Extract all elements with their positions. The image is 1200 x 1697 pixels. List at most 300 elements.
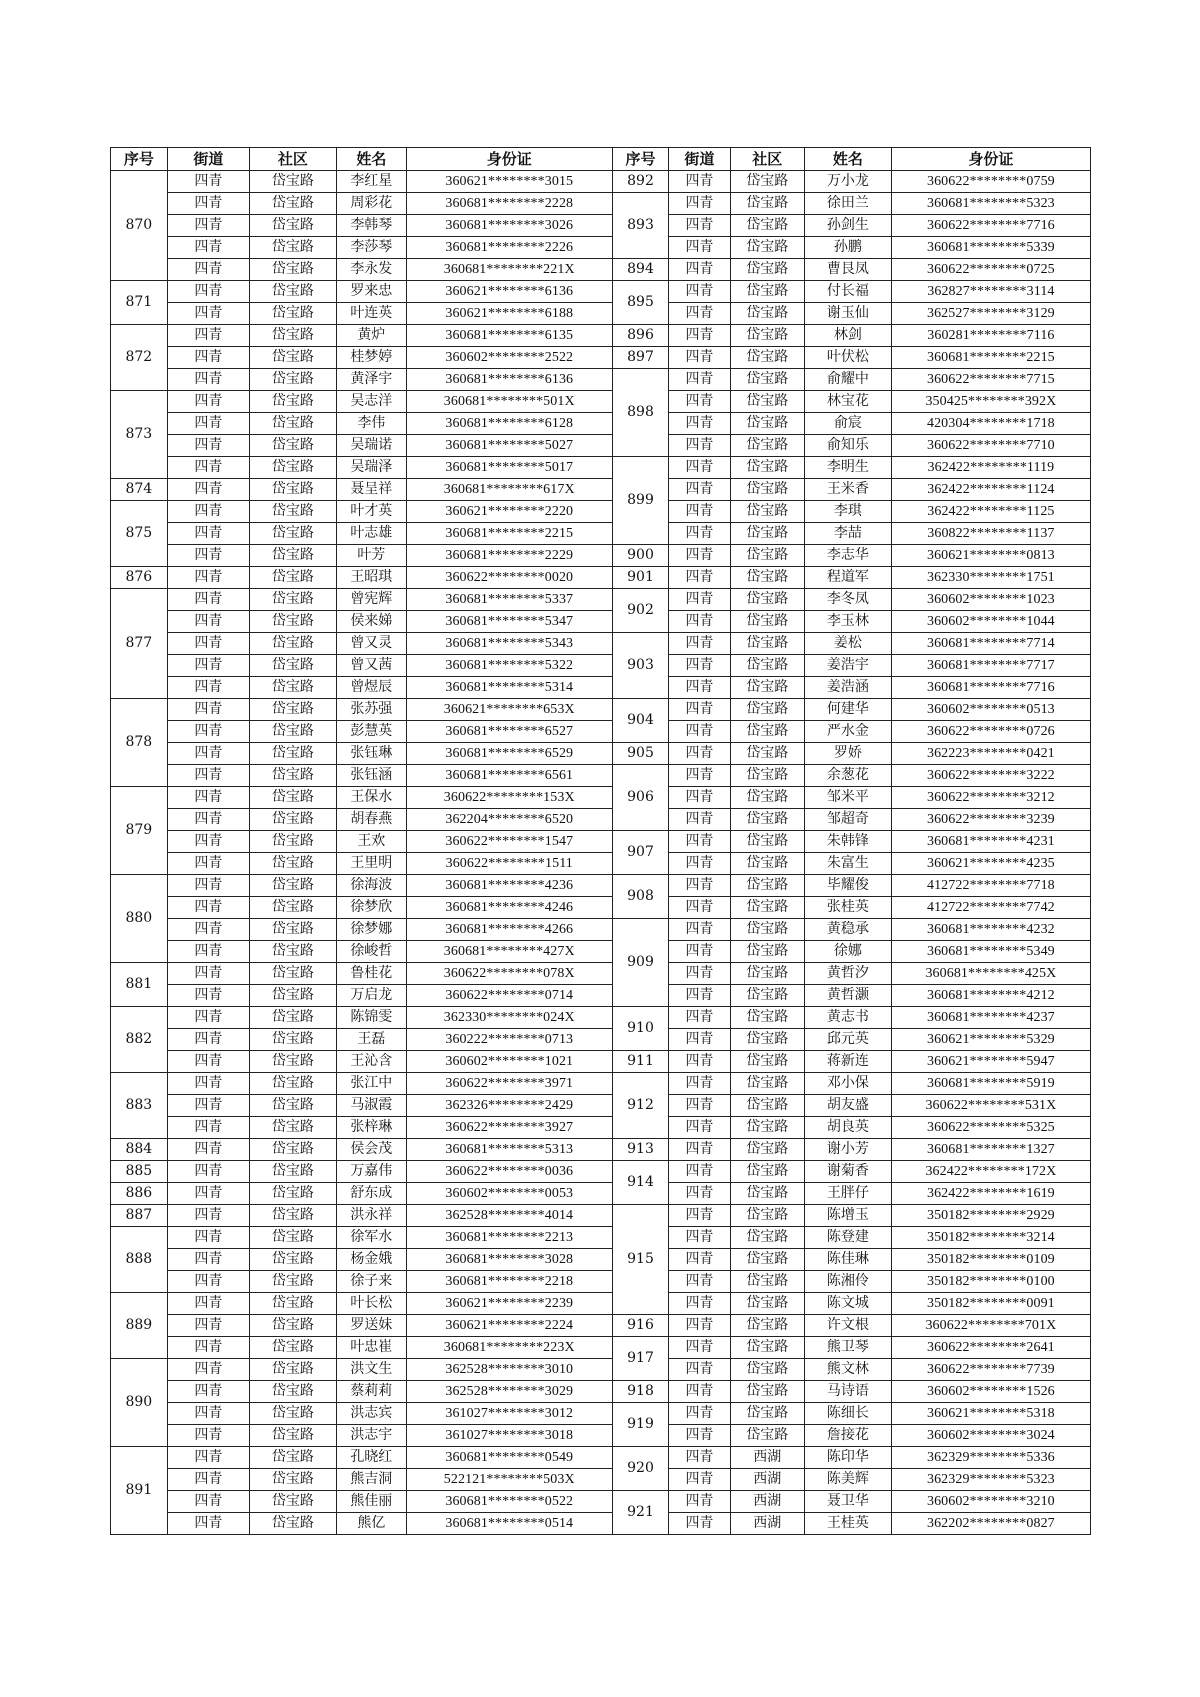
name-cell: 徐梦娜 (336, 919, 406, 941)
street-cell: 四青 (167, 853, 249, 875)
street-cell: 四青 (167, 897, 249, 919)
seq-number-cell: 879 (111, 787, 168, 875)
street-cell: 四青 (167, 347, 249, 369)
name-cell: 彭慧英 (336, 721, 406, 743)
name-cell: 吴瑞泽 (336, 457, 406, 479)
id-cell: 360681********6135 (406, 325, 612, 347)
name-cell: 李冬凤 (805, 589, 892, 611)
table-row (111, 677, 1091, 699)
name-cell: 李喆 (805, 523, 892, 545)
id-cell: 360681********7716 (891, 677, 1090, 699)
street-cell: 四青 (167, 1161, 249, 1183)
id-cell: 360681********425X (891, 963, 1090, 985)
community-cell: 岱宝路 (250, 1117, 337, 1139)
id-cell: 360621********2239 (406, 1293, 612, 1315)
table-row (111, 171, 1091, 193)
table-row (111, 413, 1091, 435)
id-cell: 360681********617X (406, 479, 612, 501)
seq-number-cell: 885 (111, 1161, 168, 1183)
street-cell: 四青 (167, 1007, 249, 1029)
community-cell: 岱宝路 (730, 985, 805, 1007)
street-cell: 四青 (669, 985, 730, 1007)
seq-number-cell: 887 (111, 1205, 168, 1227)
street-cell: 四青 (167, 985, 249, 1007)
name-cell: 王保水 (336, 787, 406, 809)
community-cell: 岱宝路 (730, 523, 805, 545)
table-row (111, 1447, 1091, 1469)
community-cell: 岱宝路 (730, 1117, 805, 1139)
street-cell: 四青 (167, 545, 249, 567)
id-cell: 362223********0421 (891, 743, 1090, 765)
community-cell: 岱宝路 (250, 479, 337, 501)
street-cell: 四青 (669, 545, 730, 567)
name-cell: 李伟 (336, 413, 406, 435)
table-row (111, 1227, 1091, 1249)
name-cell: 曾煜辰 (336, 677, 406, 699)
community-cell: 岱宝路 (730, 1337, 805, 1359)
street-cell: 四青 (669, 171, 730, 193)
id-cell: 360681********4237 (891, 1007, 1090, 1029)
name-cell: 姜浩宇 (805, 655, 892, 677)
name-cell: 余葱花 (805, 765, 892, 787)
name-cell: 王欢 (336, 831, 406, 853)
id-cell: 360622********7710 (891, 435, 1090, 457)
table-row (111, 281, 1091, 303)
name-cell: 黄泽宇 (336, 369, 406, 391)
header-street-right: 街道 (669, 148, 730, 171)
community-cell: 岱宝路 (250, 1249, 337, 1271)
table-row (111, 699, 1091, 721)
community-cell: 岱宝路 (730, 1183, 805, 1205)
street-cell: 四青 (167, 1117, 249, 1139)
community-cell: 岱宝路 (250, 875, 337, 897)
name-cell: 李永发 (336, 259, 406, 281)
seq-number-cell: 882 (111, 1007, 168, 1073)
street-cell: 四青 (669, 611, 730, 633)
community-cell: 岱宝路 (730, 655, 805, 677)
community-cell: 岱宝路 (730, 171, 805, 193)
street-cell: 四青 (167, 1271, 249, 1293)
table-row (111, 941, 1091, 963)
community-cell: 岱宝路 (730, 875, 805, 897)
street-cell: 四青 (167, 1249, 249, 1271)
name-cell: 黄志书 (805, 1007, 892, 1029)
id-cell: 360681********427X (406, 941, 612, 963)
id-cell: 360681********6561 (406, 765, 612, 787)
community-cell: 岱宝路 (730, 1073, 805, 1095)
name-cell: 徐梦欣 (336, 897, 406, 919)
community-cell: 岱宝路 (730, 1359, 805, 1381)
seq-number-cell: 907 (612, 831, 669, 875)
community-cell: 岱宝路 (730, 1051, 805, 1073)
id-cell: 360622********3927 (406, 1117, 612, 1139)
street-cell: 四青 (669, 699, 730, 721)
seq-number-cell: 920 (612, 1447, 669, 1491)
street-cell: 四青 (669, 325, 730, 347)
community-cell: 岱宝路 (250, 1447, 337, 1469)
table-row (111, 479, 1091, 501)
id-cell: 360681********2215 (891, 347, 1090, 369)
id-cell: 412722********7718 (891, 875, 1090, 897)
name-cell: 孙鹏 (805, 237, 892, 259)
id-cell: 360602********1023 (891, 589, 1090, 611)
id-cell: 360681********0522 (406, 1491, 612, 1513)
seq-number-cell: 898 (612, 369, 669, 457)
street-cell: 四青 (167, 435, 249, 457)
id-cell: 360622********7739 (891, 1359, 1090, 1381)
street-cell: 四青 (669, 831, 730, 853)
id-cell: 360622********0759 (891, 171, 1090, 193)
community-cell: 岱宝路 (730, 567, 805, 589)
street-cell: 四青 (669, 1227, 730, 1249)
street-cell: 四青 (167, 1359, 249, 1381)
table-row (111, 853, 1091, 875)
name-cell: 邓小保 (805, 1073, 892, 1095)
table-row (111, 1249, 1091, 1271)
community-cell: 岱宝路 (730, 369, 805, 391)
id-cell: 360622********0036 (406, 1161, 612, 1183)
community-cell: 岱宝路 (730, 1205, 805, 1227)
name-cell: 李红星 (336, 171, 406, 193)
id-cell: 350182********0091 (891, 1293, 1090, 1315)
header-name-right: 姓名 (805, 148, 892, 171)
id-cell: 360681********7717 (891, 655, 1090, 677)
community-cell: 岱宝路 (730, 1227, 805, 1249)
name-cell: 叶伏松 (805, 347, 892, 369)
community-cell: 岱宝路 (250, 1293, 337, 1315)
street-cell: 四青 (669, 743, 730, 765)
name-cell: 林剑 (805, 325, 892, 347)
name-cell: 胡友盛 (805, 1095, 892, 1117)
name-cell: 罗来忠 (336, 281, 406, 303)
id-cell: 360681********2229 (406, 545, 612, 567)
street-cell: 四青 (669, 193, 730, 215)
community-cell: 岱宝路 (730, 1095, 805, 1117)
id-cell: 360602********3210 (891, 1491, 1090, 1513)
table-row (111, 1359, 1091, 1381)
seq-number-cell: 911 (612, 1051, 669, 1073)
name-cell: 叶长松 (336, 1293, 406, 1315)
table-row (111, 1095, 1091, 1117)
street-cell: 四青 (669, 875, 730, 897)
community-cell: 岱宝路 (250, 1315, 337, 1337)
name-cell: 邹米平 (805, 787, 892, 809)
id-cell: 360681********3026 (406, 215, 612, 237)
street-cell: 四青 (669, 919, 730, 941)
table-row (111, 1183, 1091, 1205)
id-cell: 360602********0513 (891, 699, 1090, 721)
street-cell: 四青 (167, 1447, 249, 1469)
id-cell: 350182********0100 (891, 1271, 1090, 1293)
id-cell: 362527********3129 (891, 303, 1090, 325)
table-row (111, 831, 1091, 853)
street-cell: 四青 (167, 1469, 249, 1491)
table-row (111, 809, 1091, 831)
name-cell: 张钰琳 (336, 743, 406, 765)
table-row (111, 435, 1091, 457)
name-cell: 林宝花 (805, 391, 892, 413)
street-cell: 四青 (669, 765, 730, 787)
id-cell: 360621********3015 (406, 171, 612, 193)
header-id-left: 身份证 (406, 148, 612, 171)
id-cell: 350425********392X (891, 391, 1090, 413)
table-row (111, 1469, 1091, 1491)
street-cell: 四青 (167, 589, 249, 611)
seq-number-cell: 884 (111, 1139, 168, 1161)
community-cell: 岱宝路 (250, 853, 337, 875)
street-cell: 四青 (167, 831, 249, 853)
name-cell: 徐海波 (336, 875, 406, 897)
table-row (111, 523, 1091, 545)
table-row (111, 347, 1091, 369)
name-cell: 万小龙 (805, 171, 892, 193)
id-cell: 360681********4246 (406, 897, 612, 919)
seq-number-cell: 909 (612, 919, 669, 1007)
id-cell: 360602********1526 (891, 1381, 1090, 1403)
name-cell: 俞耀中 (805, 369, 892, 391)
name-cell: 姜松 (805, 633, 892, 655)
community-cell: 岱宝路 (250, 1161, 337, 1183)
id-cell: 360621********5329 (891, 1029, 1090, 1051)
community-cell: 岱宝路 (250, 787, 337, 809)
community-cell: 岱宝路 (250, 589, 337, 611)
community-cell: 岱宝路 (730, 1139, 805, 1161)
id-cell: 350182********3214 (891, 1227, 1090, 1249)
street-cell: 四青 (669, 1293, 730, 1315)
id-cell: 360621********2220 (406, 501, 612, 523)
id-cell: 360622********3212 (891, 787, 1090, 809)
id-cell: 362330********1751 (891, 567, 1090, 589)
name-cell: 王桂英 (805, 1513, 892, 1535)
street-cell: 四青 (669, 567, 730, 589)
id-cell: 362827********3114 (891, 281, 1090, 303)
table-row (111, 1491, 1091, 1513)
name-cell: 万嘉伟 (336, 1161, 406, 1183)
name-cell: 陈文城 (805, 1293, 892, 1315)
id-cell: 360681********0514 (406, 1513, 612, 1535)
id-cell: 360622********7716 (891, 215, 1090, 237)
seq-number-cell: 872 (111, 325, 168, 391)
table-row (111, 325, 1091, 347)
id-cell: 360622********1547 (406, 831, 612, 853)
table-row (111, 567, 1091, 589)
street-cell: 四青 (669, 1161, 730, 1183)
table-row (111, 985, 1091, 1007)
id-cell: 360622********3239 (891, 809, 1090, 831)
id-cell: 360622********3971 (406, 1073, 612, 1095)
seq-number-cell: 891 (111, 1447, 168, 1535)
name-cell: 洪志宾 (336, 1403, 406, 1425)
seq-number-cell: 881 (111, 963, 168, 1007)
street-cell: 四青 (167, 1337, 249, 1359)
community-cell: 岱宝路 (730, 809, 805, 831)
name-cell: 蒋新连 (805, 1051, 892, 1073)
id-cell: 360622********0725 (891, 259, 1090, 281)
seq-number-cell: 871 (111, 281, 168, 325)
name-cell: 朱富生 (805, 853, 892, 875)
name-cell: 李明生 (805, 457, 892, 479)
name-cell: 吴瑞诺 (336, 435, 406, 457)
seq-number-cell: 889 (111, 1293, 168, 1359)
community-cell: 岱宝路 (250, 1029, 337, 1051)
id-cell: 360681********2226 (406, 237, 612, 259)
community-cell: 岱宝路 (730, 919, 805, 941)
community-cell: 岱宝路 (250, 1007, 337, 1029)
community-cell: 岱宝路 (730, 699, 805, 721)
street-cell: 四青 (669, 853, 730, 875)
table-row (111, 1117, 1091, 1139)
id-cell: 361027********3012 (406, 1403, 612, 1425)
community-cell: 岱宝路 (250, 1227, 337, 1249)
street-cell: 四青 (669, 369, 730, 391)
street-cell: 四青 (669, 1007, 730, 1029)
name-cell: 叶芳 (336, 545, 406, 567)
id-cell: 360681********6529 (406, 743, 612, 765)
seq-number-cell: 904 (612, 699, 669, 743)
id-cell: 360622********0726 (891, 721, 1090, 743)
table-row (111, 1051, 1091, 1073)
header-community-left: 社区 (250, 148, 337, 171)
name-cell: 张钰涵 (336, 765, 406, 787)
table-row (111, 457, 1091, 479)
id-cell: 360281********7116 (891, 325, 1090, 347)
community-cell: 岱宝路 (730, 501, 805, 523)
community-cell: 岱宝路 (250, 1183, 337, 1205)
id-cell: 522121********503X (406, 1469, 612, 1491)
community-cell: 岱宝路 (250, 743, 337, 765)
street-cell: 四青 (167, 1293, 249, 1315)
id-cell: 360622********153X (406, 787, 612, 809)
street-cell: 四青 (669, 1513, 730, 1535)
community-cell: 岱宝路 (250, 215, 337, 237)
table-row (111, 259, 1091, 281)
id-cell: 360602********3024 (891, 1425, 1090, 1447)
id-cell: 362330********024X (406, 1007, 612, 1029)
table-row (111, 237, 1091, 259)
street-cell: 四青 (167, 1491, 249, 1513)
table-row (111, 303, 1091, 325)
community-cell: 岱宝路 (730, 1029, 805, 1051)
community-cell: 岱宝路 (730, 413, 805, 435)
community-cell: 岱宝路 (250, 919, 337, 941)
id-cell: 360621********653X (406, 699, 612, 721)
name-cell: 孙剑生 (805, 215, 892, 237)
street-cell: 四青 (167, 171, 249, 193)
table-row (111, 215, 1091, 237)
name-cell: 洪志宇 (336, 1425, 406, 1447)
name-cell: 洪文生 (336, 1359, 406, 1381)
name-cell: 徐峻哲 (336, 941, 406, 963)
name-cell: 胡良英 (805, 1117, 892, 1139)
name-cell: 王里明 (336, 853, 406, 875)
community-cell: 岱宝路 (250, 435, 337, 457)
seq-number-cell: 897 (612, 347, 669, 369)
id-cell: 362422********1125 (891, 501, 1090, 523)
id-cell: 362422********1119 (891, 457, 1090, 479)
name-cell: 张江中 (336, 1073, 406, 1095)
street-cell: 四青 (669, 1315, 730, 1337)
street-cell: 四青 (167, 1073, 249, 1095)
name-cell: 周彩花 (336, 193, 406, 215)
street-cell: 四青 (669, 1249, 730, 1271)
community-cell: 岱宝路 (730, 787, 805, 809)
name-cell: 詹接花 (805, 1425, 892, 1447)
seq-number-cell: 874 (111, 479, 168, 501)
id-cell: 362329********5323 (891, 1469, 1090, 1491)
name-cell: 谢菊香 (805, 1161, 892, 1183)
id-cell: 360621********5947 (891, 1051, 1090, 1073)
seq-number-cell: 903 (612, 633, 669, 699)
header-id-right: 身份证 (891, 148, 1090, 171)
table-row (111, 765, 1091, 787)
community-cell: 岱宝路 (730, 721, 805, 743)
header-community-right: 社区 (730, 148, 805, 171)
table-row (111, 721, 1091, 743)
table-row (111, 897, 1091, 919)
id-cell: 360602********0053 (406, 1183, 612, 1205)
table-row (111, 743, 1091, 765)
street-cell: 四青 (669, 303, 730, 325)
table-row (111, 1381, 1091, 1403)
community-cell: 岱宝路 (250, 325, 337, 347)
seq-number-cell: 921 (612, 1491, 669, 1535)
street-cell: 四青 (669, 1139, 730, 1161)
id-cell: 361027********3018 (406, 1425, 612, 1447)
name-cell: 熊亿 (336, 1513, 406, 1535)
name-cell: 曹艮凤 (805, 259, 892, 281)
id-cell: 360681********2215 (406, 523, 612, 545)
street-cell: 四青 (669, 1491, 730, 1513)
street-cell: 四青 (167, 1425, 249, 1447)
id-cell: 360681********5314 (406, 677, 612, 699)
name-cell: 陈锦雯 (336, 1007, 406, 1029)
community-cell: 岱宝路 (250, 1403, 337, 1425)
id-cell: 360681********4231 (891, 831, 1090, 853)
community-cell: 岱宝路 (730, 193, 805, 215)
street-cell: 四青 (669, 677, 730, 699)
name-cell: 李韩琴 (336, 215, 406, 237)
community-cell: 岱宝路 (730, 237, 805, 259)
street-cell: 四青 (669, 479, 730, 501)
seq-number-cell: 915 (612, 1205, 669, 1315)
table-row (111, 963, 1091, 985)
id-cell: 360681********7714 (891, 633, 1090, 655)
community-cell: 岱宝路 (730, 633, 805, 655)
street-cell: 四青 (167, 875, 249, 897)
id-cell: 362202********0827 (891, 1513, 1090, 1535)
seq-number-cell: 910 (612, 1007, 669, 1051)
seq-number-cell: 900 (612, 545, 669, 567)
id-cell: 360621********2224 (406, 1315, 612, 1337)
name-cell: 侯来娣 (336, 611, 406, 633)
street-cell: 四青 (669, 237, 730, 259)
street-cell: 四青 (167, 633, 249, 655)
id-cell: 362528********4014 (406, 1205, 612, 1227)
street-cell: 四青 (167, 677, 249, 699)
community-cell: 岱宝路 (730, 963, 805, 985)
name-cell: 俞宸 (805, 413, 892, 435)
street-cell: 四青 (669, 413, 730, 435)
street-cell: 四青 (669, 655, 730, 677)
id-cell: 360681********2218 (406, 1271, 612, 1293)
street-cell: 四青 (669, 941, 730, 963)
community-cell: 岱宝路 (730, 457, 805, 479)
street-cell: 四青 (167, 1029, 249, 1051)
id-cell: 360681********5347 (406, 611, 612, 633)
table-row (111, 1205, 1091, 1227)
street-cell: 四青 (669, 347, 730, 369)
name-cell: 王磊 (336, 1029, 406, 1051)
